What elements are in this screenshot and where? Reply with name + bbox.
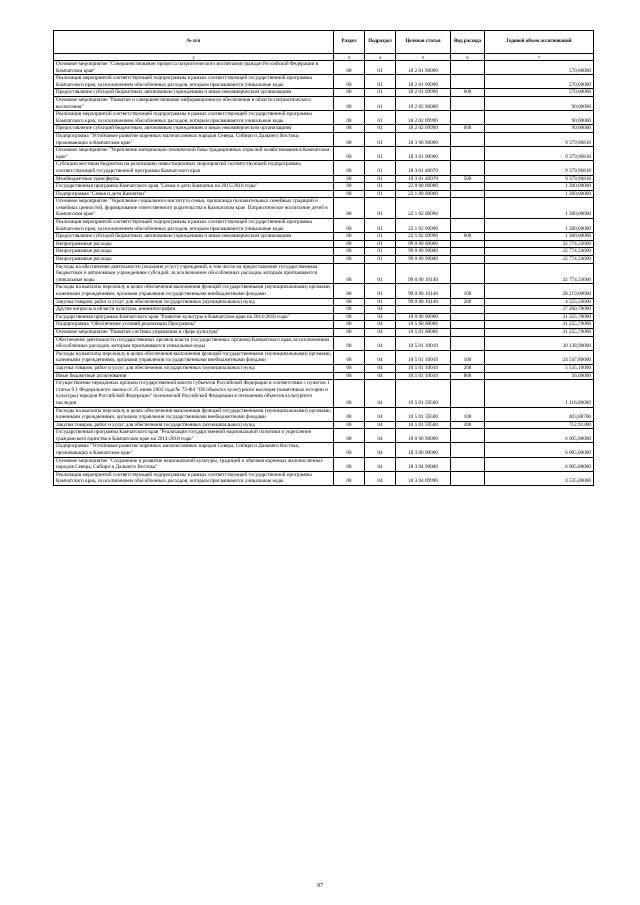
budget-sheet	[53, 30, 593, 486]
cell-statya: 10 5 01 10010	[396, 372, 451, 380]
cell-name: Государственная программа Камчатского края "Реализация государственной национальной политики и укрепление гражданского единства в Камчатском крае на 2014-2018 годы"	[54, 429, 334, 443]
cell-statya: 18 2 02 09990	[396, 111, 451, 125]
column-number-row	[54, 54, 594, 61]
cell-name: Реализация мероприятий соответствующей подпрограммы в рамках соответствующей государственной программы Камчатского края, за исключением обособленных расходов, которым присваиваются уникальные коды	[54, 75, 334, 89]
cell-vid	[451, 263, 485, 284]
table-row	[54, 219, 594, 233]
cell-name: Подпрограмма "Обеспечение условий реализации Программы"	[54, 321, 334, 329]
cell-vid	[451, 198, 485, 219]
cell-name: Подпрограмма "Устойчивое развитие коренных малочисленных народов Севера, Сибири и Дальнего Востока, проживающих в Камчатском крае"	[54, 443, 334, 457]
cell-razdel: 08	[334, 161, 365, 175]
cell-podrazdel: 04	[365, 429, 396, 443]
cell-vid: 200	[451, 298, 485, 306]
table-row	[54, 248, 594, 256]
cell-vid: 200	[451, 421, 485, 429]
cell-razdel: 08	[334, 96, 365, 110]
cell-podrazdel: 04	[365, 471, 396, 485]
cell-name: Закупка товаров, работ и услуг для обеспечения государственных (муниципальных) нужд	[54, 364, 334, 372]
column-number: 5	[396, 54, 451, 61]
cell-statya: 99 0 00 10140	[396, 263, 451, 284]
cell-vid: 600	[451, 125, 485, 133]
cell-vid: 600	[451, 233, 485, 241]
table-row	[54, 233, 594, 241]
cell-name: Непрограммные расходы	[54, 240, 334, 248]
cell-statya: 99 0 00 00000	[396, 248, 451, 256]
cell-vid	[451, 147, 485, 161]
cell-vid	[451, 313, 485, 321]
cell-amount: 28 219,00000	[485, 284, 594, 298]
cell-name: Реализация мероприятий соответствующей подпрограммы в рамках соответствующей государственной программы Камчатского края, за исключением обособленных расходов, которым присваиваются уникальные коды	[54, 219, 334, 233]
column-number: 3	[334, 54, 365, 61]
cell-statya: 18 3 00 00000	[396, 443, 451, 457]
table-row	[54, 61, 594, 75]
cell-name: Закупка товаров, работ и услуг для обеспечения государственных (муниципальных) нужд	[54, 298, 334, 306]
cell-name: Расходы на выплаты персоналу в целях обеспечения выполнения функций государственными (муниципальными) органами, казенными учреждениями, органами управления государственными внебюджетными фондами	[54, 284, 334, 298]
cell-amount: 9 379,96818	[485, 161, 594, 175]
cell-vid	[451, 190, 485, 198]
cell-amount: 6 005,00000	[485, 443, 594, 457]
cell-podrazdel: 01	[365, 233, 396, 241]
cell-name: Субсидии местным бюджетам на реализацию инвестиционных мероприятий соответствующей подпрограммы соответствующей государственной программы Камчатского края	[54, 161, 334, 175]
table-row	[54, 161, 594, 175]
column-number: 7	[485, 54, 594, 61]
cell-statya: 10 5 01 00000	[396, 328, 451, 336]
cell-statya: 18 3 00 00000	[396, 132, 451, 146]
cell-razdel: 08	[334, 75, 365, 89]
table-row	[54, 328, 594, 336]
cell-razdel: 08	[334, 132, 365, 146]
cell-statya: 18 2 01 09990	[396, 89, 451, 97]
cell-podrazdel: 04	[365, 443, 396, 457]
cell-vid	[451, 75, 485, 89]
cell-statya: 10 5 01 59500	[396, 407, 451, 421]
cell-podrazdel: 04	[365, 421, 396, 429]
cell-podrazdel: 01	[365, 111, 396, 125]
cell-amount: 403,88700	[485, 407, 594, 421]
cell-amount: 32 774,33600	[485, 263, 594, 284]
cell-statya: 22 1 00 00000	[396, 190, 451, 198]
cell-statya: 22 1 02 09990	[396, 233, 451, 241]
cell-statya: 18 3 04 09990	[396, 471, 451, 485]
cell-name: Расходы на обеспечение деятельности (оказание услуг) учреждений, в том числе на предоставление государственным бюджетным и автономным учреждениям субсидий, за исключением обособленных расходов, которым присваиваются уникальные коды	[54, 263, 334, 284]
cell-podrazdel: 04	[365, 321, 396, 329]
cell-name: Иные бюджетные ассигнования	[54, 372, 334, 380]
cell-statya: 99 0 00 00000	[396, 256, 451, 264]
table-row	[54, 256, 594, 264]
cell-name: Основное мероприятие "Укрепление социального института семьи, пропаганда положительных семейных традиций и семейных ценностей, формирование ответственного родительства в Камчатском крае. Патриотическое воспитание детей в Камчатском крае"	[54, 198, 334, 219]
cell-name: Расходы на выплаты персоналу в целях обеспечения выполнения функций государственными (муниципальными) органами, казенными учреждениями, органами управления государственными внебюджетными фондами	[54, 350, 334, 364]
cell-amount: 570,00000	[485, 75, 594, 89]
cell-amount: 9 379,96818	[485, 175, 594, 183]
table-row	[54, 263, 594, 284]
cell-name: Основное мероприятие "Сохранение и развитие национальной культуры, традиций и обычаев коренных малочисленных народов Севера, Сибири и Дальнего Востока"	[54, 457, 334, 471]
cell-amount: 6 005,00000	[485, 457, 594, 471]
cell-amount: 1 300,00000	[485, 198, 594, 219]
table-row	[54, 190, 594, 198]
cell-statya: 18 2 01 00000	[396, 61, 451, 75]
header-number: № п/п	[54, 31, 334, 54]
cell-podrazdel: 01	[365, 132, 396, 146]
cell-amount: 9 379,96818	[485, 132, 594, 146]
cell-razdel: 08	[334, 313, 365, 321]
cell-statya: 10 5 01 10010	[396, 336, 451, 350]
cell-razdel: 08	[334, 233, 365, 241]
cell-statya: 18 2 01 09990	[396, 75, 451, 89]
cell-podrazdel: 01	[365, 89, 396, 97]
cell-vid	[451, 161, 485, 175]
cell-podrazdel: 01	[365, 219, 396, 233]
cell-amount: 6 005,00000	[485, 429, 594, 443]
table-row	[54, 89, 594, 97]
cell-vid: 100	[451, 284, 485, 298]
cell-statya: 18 2 02 09990	[396, 125, 451, 133]
cell-statya	[396, 306, 451, 314]
cell-podrazdel: 01	[365, 61, 396, 75]
cell-statya: 18 2 02 00000	[396, 96, 451, 110]
cell-name: Реализация мероприятий соответствующей подпрограммы в рамках соответствующей государственной программы Камчатского края, за исключением обособленных расходов, которым присваиваются уникальные коды	[54, 471, 334, 485]
cell-vid	[451, 336, 485, 350]
cell-podrazdel: 04	[365, 407, 396, 421]
cell-razdel: 08	[334, 89, 365, 97]
cell-razdel: 08	[334, 471, 365, 485]
cell-vid: 500	[451, 175, 485, 183]
cell-razdel: 08	[334, 443, 365, 457]
cell-podrazdel: 01	[365, 161, 396, 175]
cell-podrazdel: 04	[365, 350, 396, 364]
cell-podrazdel: 01	[365, 175, 396, 183]
cell-podrazdel: 01	[365, 263, 396, 284]
cell-name: Предоставление субсидий бюджетным, автономным учреждениям и иным некоммерческим организациям	[54, 233, 334, 241]
cell-razdel: 08	[334, 407, 365, 421]
cell-vid	[451, 219, 485, 233]
cell-podrazdel: 01	[365, 125, 396, 133]
cell-amount: 37 260,70000	[485, 306, 594, 314]
cell-vid	[451, 328, 485, 336]
cell-podrazdel: 01	[365, 240, 396, 248]
table-row	[54, 443, 594, 457]
cell-statya: 99 0 00 10140	[396, 284, 451, 298]
cell-name: Основное мероприятие "Развитие системы управления в сфере культуры"	[54, 328, 334, 336]
cell-name: Основное мероприятие "Совершенствование процесса патриотического воспитания граждан Российской Федерации в Камчатском крае"	[54, 61, 334, 75]
cell-name: Основное мероприятие "Развитие и совершенствование информационного обеспечения в области патриотического воспитания"	[54, 96, 334, 110]
cell-podrazdel: 04	[365, 457, 396, 471]
cell-podrazdel: 01	[365, 298, 396, 306]
table-row	[54, 125, 594, 133]
table-row	[54, 96, 594, 110]
cell-vid	[451, 111, 485, 125]
cell-amount: 9 379,96818	[485, 147, 594, 161]
cell-amount: 90,00000	[485, 125, 594, 133]
cell-amount: 31 255,70000	[485, 313, 594, 321]
cell-razdel: 08	[334, 198, 365, 219]
cell-vid	[451, 321, 485, 329]
cell-statya: 18 0 00 00000	[396, 429, 451, 443]
table-row	[54, 336, 594, 350]
budget-table	[53, 30, 594, 486]
table-row	[54, 421, 594, 429]
cell-name: Подпрограмма "Устойчивое развитие коренных малочисленных народов Севера, Сибири и Дальнего Востока, проживающих в Камчатском крае"	[54, 132, 334, 146]
cell-name: Предоставление субсидий бюджетным, автономным учреждениям и иным некоммерческим организациям	[54, 125, 334, 133]
cell-razdel: 08	[334, 306, 365, 314]
cell-podrazdel: 04	[365, 313, 396, 321]
cell-vid	[451, 471, 485, 485]
cell-razdel: 08	[334, 298, 365, 306]
cell-name: Государственная программа Камчатского края "Развитие культуры в Камчатском крае на 2014-2018 годы"	[54, 313, 334, 321]
cell-razdel: 08	[334, 321, 365, 329]
table-row	[54, 183, 594, 191]
cell-razdel: 08	[334, 350, 365, 364]
table-row	[54, 457, 594, 471]
cell-razdel: 08	[334, 429, 365, 443]
cell-statya: 18 3 01 40070	[396, 175, 451, 183]
cell-podrazdel: 01	[365, 248, 396, 256]
table-row	[54, 240, 594, 248]
table-row	[54, 321, 594, 329]
cell-vid	[451, 429, 485, 443]
cell-amount: 24 547,80000	[485, 350, 594, 364]
cell-podrazdel: 01	[365, 256, 396, 264]
cell-vid: 100	[451, 350, 485, 364]
cell-statya: 10 5 01 10010	[396, 350, 451, 364]
cell-statya: 18 3 01 00000	[396, 147, 451, 161]
cell-razdel: 08	[334, 284, 365, 298]
cell-razdel: 08	[334, 175, 365, 183]
column-number: 6	[451, 54, 485, 61]
cell-razdel: 08	[334, 421, 365, 429]
cell-name: Государственная программа Камчатского края "Семья и дети Камчатки на 2015-2018 годы"	[54, 183, 334, 191]
header-amount: Годовой объем ассигнований	[485, 31, 594, 54]
cell-razdel: 08	[334, 61, 365, 75]
cell-amount: 4 555,33600	[485, 298, 594, 306]
cell-amount: 31 255,70000	[485, 328, 594, 336]
cell-amount: 30 138,90000	[485, 336, 594, 350]
cell-razdel: 08	[334, 240, 365, 248]
table-row	[54, 75, 594, 89]
cell-statya: 22 0 00 00000	[396, 183, 451, 191]
cell-statya: 10 5 01 59500	[396, 380, 451, 407]
cell-statya: 18 3 01 40070	[396, 161, 451, 175]
cell-name: Предоставление субсидий бюджетным, автономным учреждениям и иным некоммерческим организациям	[54, 89, 334, 97]
cell-vid	[451, 132, 485, 146]
cell-podrazdel: 01	[365, 75, 396, 89]
cell-vid	[451, 183, 485, 191]
cell-name: Межбюджетные трансферты	[54, 175, 334, 183]
cell-amount: 1 300,00000	[485, 183, 594, 191]
cell-vid	[451, 256, 485, 264]
cell-razdel: 08	[334, 364, 365, 372]
header-statya: Целевая статья	[396, 31, 451, 54]
cell-amount: 570,00000	[485, 89, 594, 97]
column-number: 2	[54, 54, 334, 61]
cell-amount: 31 255,70000	[485, 321, 594, 329]
cell-amount: 5 535,10000	[485, 364, 594, 372]
cell-podrazdel: 04	[365, 328, 396, 336]
table-row	[54, 350, 594, 364]
cell-amount: 4 535,00000	[485, 471, 594, 485]
cell-razdel: 08	[334, 263, 365, 284]
cell-amount: 90,00000	[485, 96, 594, 110]
table-row	[54, 175, 594, 183]
cell-vid	[451, 380, 485, 407]
cell-amount: 1 116,80000	[485, 380, 594, 407]
cell-podrazdel: 01	[365, 96, 396, 110]
cell-amount: 1 300,00000	[485, 190, 594, 198]
cell-amount: 56,00000	[485, 372, 594, 380]
cell-podrazdel: 04	[365, 380, 396, 407]
cell-amount: 90,00000	[485, 111, 594, 125]
cell-podrazdel: 01	[365, 147, 396, 161]
cell-vid	[451, 248, 485, 256]
cell-razdel: 08	[334, 219, 365, 233]
page-number: 97	[317, 883, 323, 889]
cell-amount: 712,91300	[485, 421, 594, 429]
table-row	[54, 111, 594, 125]
cell-statya: 10 5 00 00000	[396, 321, 451, 329]
table-row	[54, 147, 594, 161]
cell-name: Обеспечение деятельности государственных органов власти (государственных органов) Камчатского края, за исключением обособленных расходов, которым присваиваются уникальные коды	[54, 336, 334, 350]
cell-statya: 10 0 00 00000	[396, 313, 451, 321]
cell-podrazdel: 04	[365, 336, 396, 350]
cell-vid	[451, 96, 485, 110]
cell-name: Подпрограмма "Семья и дети Камчатки"	[54, 190, 334, 198]
cell-vid	[451, 443, 485, 457]
cell-vid	[451, 457, 485, 471]
cell-name: Расходы на выплаты персоналу в целях обеспечения выполнения функций государственными (муниципальными) органами, казенными учреждениями, органами управления государственными внебюджетными фондами	[54, 407, 334, 421]
cell-vid: 800	[451, 372, 485, 380]
cell-vid: 100	[451, 407, 485, 421]
cell-razdel: 08	[334, 190, 365, 198]
cell-name: Основное мероприятие "Укрепление материально-технической базы традиционных отраслей хозяйствования в Камчатском крае"	[54, 147, 334, 161]
cell-razdel: 08	[334, 372, 365, 380]
cell-name: Другие вопросы в области культуры, кинематографии	[54, 306, 334, 314]
cell-podrazdel: 01	[365, 183, 396, 191]
cell-amount: 32 774,33600	[485, 248, 594, 256]
cell-amount: 32 774,33600	[485, 256, 594, 264]
cell-podrazdel: 04	[365, 372, 396, 380]
cell-razdel: 08	[334, 147, 365, 161]
cell-statya: 22 1 02 09990	[396, 219, 451, 233]
cell-statya: 99 0 00 00000	[396, 240, 451, 248]
header-razdel: Раздел	[334, 31, 365, 54]
table-row	[54, 429, 594, 443]
header-vid: Вид расхода	[451, 31, 485, 54]
table-row	[54, 372, 594, 380]
table-row	[54, 364, 594, 372]
table-row	[54, 380, 594, 407]
cell-amount: 570,00000	[485, 61, 594, 75]
table-row	[54, 313, 594, 321]
cell-razdel: 08	[334, 111, 365, 125]
cell-razdel: 08	[334, 248, 365, 256]
cell-podrazdel: 01	[365, 190, 396, 198]
cell-razdel: 08	[334, 328, 365, 336]
header-podrazdel: Подраздел	[365, 31, 396, 54]
cell-podrazdel: 04	[365, 306, 396, 314]
cell-statya: 22 1 02 00000	[396, 198, 451, 219]
cell-name: Закупка товаров, работ и услуг для обеспечения государственных (муниципальных) нужд	[54, 421, 334, 429]
cell-amount: 1 300,00000	[485, 219, 594, 233]
cell-amount: 1 300,00000	[485, 233, 594, 241]
cell-podrazdel: 04	[365, 364, 396, 372]
cell-name: Реализация мероприятий соответствующей подпрограммы в рамках соответствующей государственной программы Камчатского края, за исключением обособленных расходов, которым присваиваются уникальные коды	[54, 111, 334, 125]
cell-razdel: 08	[334, 336, 365, 350]
table-row	[54, 407, 594, 421]
cell-vid: 200	[451, 364, 485, 372]
cell-name: Непрограммные расходы	[54, 248, 334, 256]
cell-statya: 99 0 00 10140	[396, 298, 451, 306]
cell-vid	[451, 61, 485, 75]
header-row	[54, 31, 594, 54]
cell-vid	[451, 306, 485, 314]
cell-amount: 32 774,33600	[485, 240, 594, 248]
cell-podrazdel: 01	[365, 198, 396, 219]
table-row	[54, 284, 594, 298]
cell-razdel: 08	[334, 256, 365, 264]
column-number: 4	[365, 54, 396, 61]
cell-podrazdel: 01	[365, 284, 396, 298]
cell-name: Непрограммные расходы	[54, 256, 334, 264]
table-row	[54, 471, 594, 485]
table-row	[54, 132, 594, 146]
cell-razdel: 08	[334, 457, 365, 471]
cell-name: Осуществление переданных органам государственной власти субъектов Российской Федерации в соответствии с пунктом 1 статьи 9.1 Федерального закона от 25 июня 2002 года № 73-ФЗ "Об объектах культурного наследия (памятниках истории и культуры) народов Российской Федерации" полномочий Российской Федерации в отношении объектов культурного наследия	[54, 380, 334, 407]
table-body	[54, 61, 594, 486]
cell-statya: 10 5 01 59500	[396, 421, 451, 429]
cell-razdel: 08	[334, 125, 365, 133]
cell-statya: 10 5 01 10010	[396, 364, 451, 372]
table-row	[54, 306, 594, 314]
table-row	[54, 298, 594, 306]
table-row	[54, 198, 594, 219]
cell-vid	[451, 240, 485, 248]
cell-razdel: 08	[334, 380, 365, 407]
cell-vid: 600	[451, 89, 485, 97]
cell-statya: 18 3 04 00000	[396, 457, 451, 471]
cell-razdel: 08	[334, 183, 365, 191]
